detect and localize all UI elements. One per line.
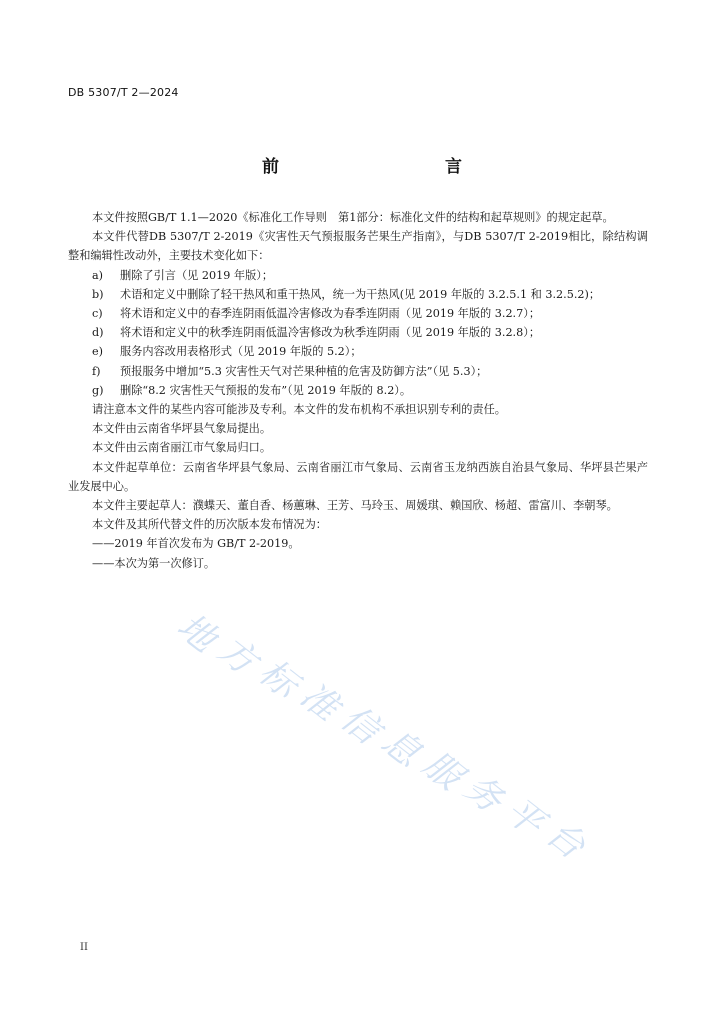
page-number: II (80, 942, 88, 953)
watermark-char: 务 (456, 766, 510, 822)
page-title: 前 言 (262, 157, 506, 177)
watermark-char: 息 (374, 720, 428, 776)
patent-statement: 请注意本文件的某些内容可能涉及专利。本文件的发布机构不承担识别专利的责任。 (92, 403, 506, 417)
list-item (68, 304, 648, 323)
history-intro: 本文件及其所代替文件的历次版本发布情况为： (92, 518, 327, 532)
watermark-char: 地 (169, 605, 223, 661)
watermark-char: 信 (333, 697, 387, 753)
watermark-char: 平 (497, 789, 551, 845)
watermark-char: 准 (292, 674, 346, 730)
watermark-char: 标 (251, 651, 305, 707)
list-item (68, 381, 648, 400)
proposer-statement: 本文件由云南省华坪县气象局提出。 (92, 422, 272, 436)
document-body (68, 208, 648, 573)
list-item-text: 将术语和定义中的春季连阴雨低温冷害修改为春季连阴雨（见 2019 年版的 3.2.7）； (120, 307, 541, 321)
drafters-statement: 本文件主要起草人：濮蝶天、董自香、杨蕙琳、王芳、马玲玉、周媛琪、赖国欣、杨超、雷富川、李朝琴。 (92, 499, 618, 513)
drafting-units-statement: 本文件起草单位：云南省华坪县气象局、云南省丽江市气象局、云南省玉龙纳西族自治县气象局、华坪县芒果产业发展中心。 (68, 460, 648, 493)
list-item-text: 删除了引言（见 2019 年版）； (120, 268, 274, 282)
history-item: ——本次为第一次修订。 (92, 556, 216, 570)
list-item-text: 将术语和定义中的秋季连阴雨低温冷害修改为秋季连阴雨（见 2019 年版的 3.2.8）； (120, 326, 541, 340)
list-item (68, 342, 648, 361)
watermark-char: 方 (210, 628, 264, 684)
watermark-char: 服 (415, 743, 469, 799)
paragraph-drafting-basis: 本文件按照GB/T 1.1—2020《标准化工作导则 第1部分：标准化文件的结构和起草规则》的规定起草。 (92, 211, 614, 224)
list-item (68, 285, 648, 304)
watermark (169, 605, 620, 868)
list-item-text: 服务内容改用表格形式（见 2019 年版的 5.2）； (120, 345, 362, 359)
list-item-letter: d) (92, 326, 104, 340)
history-item: ——2019 年首次发布为 GB/T 2-2019。 (92, 537, 300, 551)
list-item (68, 266, 648, 285)
list-item-letter: a) (92, 268, 104, 282)
paragraph-replacement: 本文件代替DB 5307/T 2-2019《灾害性天气预报服务芒果生产指南》，与DB 5307/T 2-2019相比，除结构调整和编辑性改动外，主要技术变化如下： (68, 230, 648, 263)
list-item-text: 删除“8.2 灾害性天气预报的发布”（见 2019 年版的 8.2）。 (120, 383, 412, 397)
list-item-text: 术语和定义中删除了轻干热风和重干热风，统一为干热风(见 2019 年版的 3.2.5.1 和 3.2.5.2)； (120, 287, 601, 301)
list-item (68, 323, 648, 342)
list-item-letter: b) (92, 287, 104, 301)
watermark-char: 台 (538, 812, 592, 868)
list-item-letter: e) (92, 345, 103, 359)
list-item-text: 预报服务中增加“5.3 灾害性天气对芒果种植的危害及防御方法”（见 5.3）； (120, 364, 488, 378)
list-item-letter: f) (92, 364, 101, 378)
list-item-letter: c) (92, 307, 103, 321)
centralizer-statement: 本文件由云南省丽江市气象局归口。 (92, 441, 272, 455)
standard-code: DB 5307/T 2—2024 (68, 86, 179, 99)
list-item (68, 362, 648, 381)
list-item-letter: g) (92, 383, 104, 397)
